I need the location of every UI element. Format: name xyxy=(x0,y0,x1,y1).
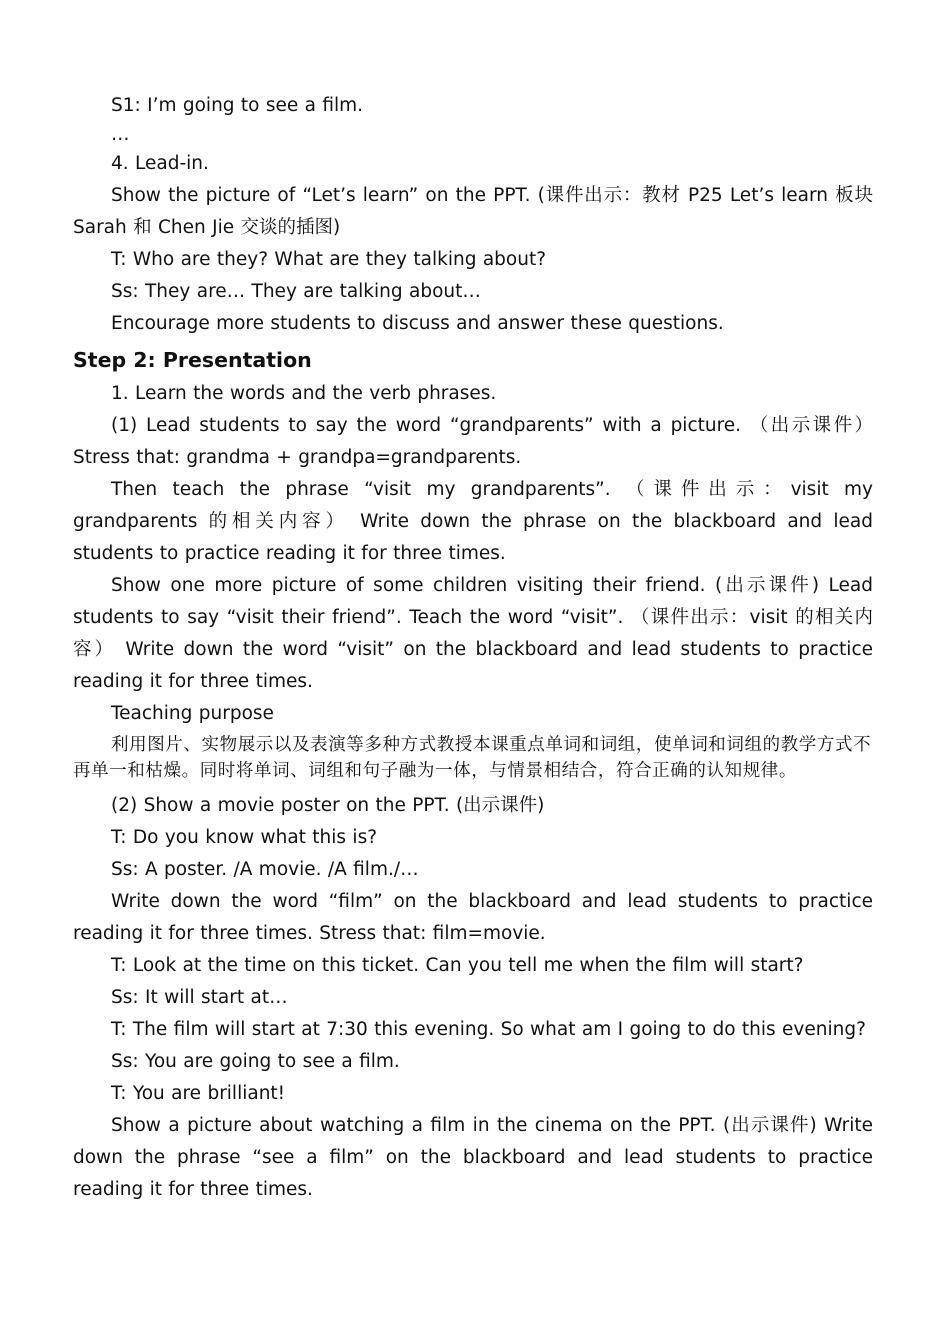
dialogue-line: T: You are brilliant! xyxy=(111,1083,286,1104)
subsection-line: 1. Learn the words and the verb phrases. xyxy=(111,383,497,404)
dialogue-line: T: Look at the time on this ticket. Can you tell me when the film will start? xyxy=(111,955,804,976)
instruction-paragraph: Show the picture of “Let’s learn” on the PPT. (课件出示：教材 P25 Let’s learn 板块 Sarah 和 Chen Jie 交谈的插图) xyxy=(73,185,873,238)
dialogue-line: Ss: They are… They are talking about… xyxy=(111,281,481,302)
document-body xyxy=(73,90,873,1206)
instruction-paragraph: Write down the word “film” on the blackboard and lead students to practice reading it for three times. Stress that: film=movie. xyxy=(73,891,873,944)
instruction-paragraph: Show a picture about watching a film in the cinema on the PPT. (出示课件) Write down the phrase “see a film” on the blackboard and lead students to practice reading it for three times. xyxy=(73,1115,873,1200)
dialogue-line: Ss: A poster. /A movie. /A film./… xyxy=(111,859,419,880)
dialogue-line: T: Do you know what this is? xyxy=(111,827,378,848)
dialogue-line: T: Who are they? What are they talking about? xyxy=(111,249,547,270)
dialogue-line: T: The film will start at 7:30 this evening. So what am I going to do this evening? xyxy=(111,1019,866,1040)
instruction-paragraph: Show one more picture of some children visiting their friend. (出示课件) Lead students to say “visit their friend”. Teach the word “visit”. （课件出示：visit 的相关内容） Write down the word “visit” on the blackboard and lead students to practice reading it for three times. xyxy=(73,575,873,692)
instruction-paragraph: Then teach the phrase “visit my grandparents”. （课件出示：visit my grandparents 的相关内容） Write down the phrase on the blackboard and lead students to practice reading it for three times. xyxy=(73,479,873,564)
dialogue-line: S1: I’m going to see a film. xyxy=(111,95,364,116)
section-heading: Step 2: Presentation xyxy=(73,348,312,372)
dialogue-line: Ss: It will start at… xyxy=(111,987,288,1008)
dialogue-line: Ss: You are going to see a film. xyxy=(111,1051,400,1072)
instruction-paragraph: (2) Show a movie poster on the PPT. (出示课件) xyxy=(111,795,545,816)
instruction-paragraph: (1) Lead students to say the word “grandparents” with a picture. （出示课件） Stress that: grandma + grandpa=grandparents. xyxy=(73,415,873,468)
instruction-paragraph: Encourage more students to discuss and answer these questions. xyxy=(111,313,724,334)
ellipsis-line: … xyxy=(111,124,130,145)
teaching-purpose-text: 利用图片、实物展示以及表演等多种方式教授本课重点单词和词组，使单词和词组的教学方式不再单一和枯燥。同时将单词、词组和句子融为一体，与情景相结合，符合正确的认知规律。 xyxy=(73,735,872,781)
lead-in-line: 4. Lead-in. xyxy=(111,153,209,174)
teaching-purpose-label: Teaching purpose xyxy=(111,703,274,724)
